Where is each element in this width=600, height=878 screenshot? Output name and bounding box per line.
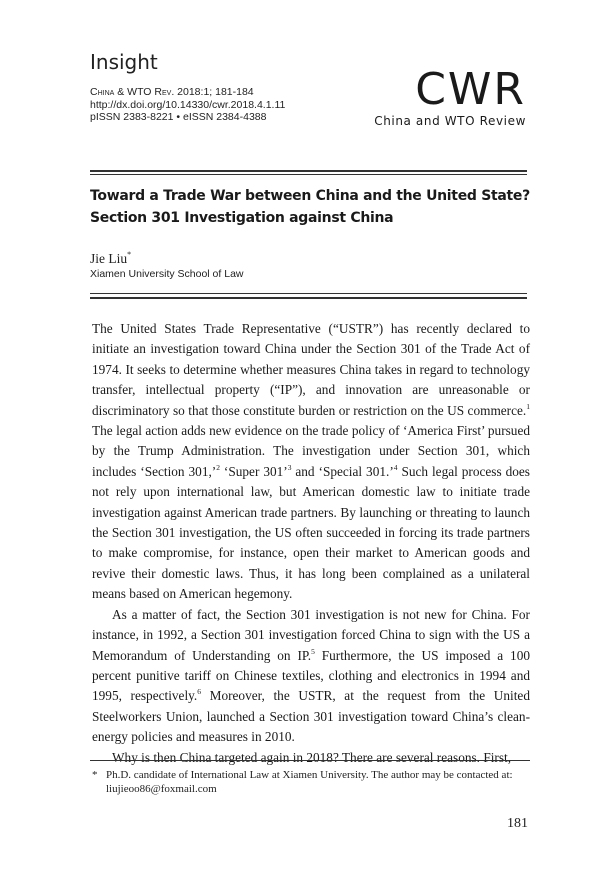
footnote-ref-4[interactable]: 4 [393, 462, 398, 472]
paragraph-2: As a matter of fact, the Section 301 investigation is not new for China. For instance, in 1992, a Section 301 investigation forced China to sign with the US a Memorandum of Understanding on IP.$^5$ Furthermore, the US imposed a 100 percent punitive tariff on Chinese textiles, clothing and electronics in 1994 and 1995, respectively.$^6$ Moreover, the USTR, at the request from the United Steelworkers Union, launched a Section 301 investigation toward China’s clean-energy policies and measures in 2010. [92, 606, 530, 745]
header-bottom-rule-thin [90, 293, 527, 294]
issn-line: pISSN 2383-8221 • eISSN 2384-4388 [90, 111, 267, 123]
footnote-rule [90, 760, 530, 761]
title-top-rule-thin [90, 174, 527, 175]
journal-citation: China & WTO Rev. 2018:1; 181-184 [90, 86, 254, 98]
footnote-mark: * [92, 769, 98, 781]
journal-logo [374, 64, 526, 128]
footnote-ref-1[interactable]: 1 [526, 401, 530, 411]
footnote-ref-3[interactable]: 3 [287, 462, 292, 472]
page-number: 181 [507, 816, 528, 831]
footnote-ref-5[interactable]: 5 [311, 646, 315, 656]
section-label: Insight [90, 50, 158, 74]
article-title [90, 185, 530, 229]
footnote-ref-2[interactable]: 2 [216, 462, 220, 472]
footnote [92, 768, 530, 796]
paragraph-1: The United States Trade Representative (“USTR”) has recently declared to initiate an investigation toward China under the Section 301 of the Trade Act of 1974. It seeks to determine whether measures China takes in regard to technology transfer, intellectual property (“IP”), and innovation are unreasonable or discriminatory so that those constitute burden or restriction on the US commerce.$^1$ The legal action adds new evidence on the trade policy of ‘America First’ pursued by the Trump Administration. The investigation under Section 301, which includes ‘Section 301,’$^2$ ‘Super 301’$^3$ and ‘Special 301.’$^4$ Such legal process does not rely upon international law, but American domestic law to initiate trade investigation against American trade partners. By launching or threating to launch the Section 301 investigation, the US often succeeded in forcing its trade partners to make compromise, for instance, open their market to American goods and revive their domestic laws. Thus, it has long been complained as a unilateral means based on American hegemony. [92, 321, 530, 602]
article-body [92, 319, 530, 768]
title-line-2: Section 301 Investigation against China [90, 210, 394, 226]
title-top-rule [90, 170, 527, 172]
footnote-ref-6[interactable]: 6 [197, 687, 201, 697]
author-footnote-mark[interactable]: * [127, 250, 132, 259]
doi-link[interactable]: http://dx.doi.org/10.14330/cwr.2018.4.1.11 [90, 98, 286, 111]
footnote-email[interactable]: liujieoo86@foxmail.com [106, 783, 217, 795]
footnote-line-1: * Ph.D. candidate of International Law at Xiamen University. The author may be contacted at: [92, 769, 513, 781]
header-bottom-rule [90, 297, 527, 299]
logo-name: China and WTO Review [374, 114, 526, 128]
paragraph-3: Why is then China targeted again in 2018? There are several reasons. First, [112, 749, 512, 765]
journal-meta [90, 86, 285, 124]
author-name: Jie Liu* [90, 250, 132, 266]
logo-acronym: CWR [415, 64, 526, 115]
title-line-1: Toward a Trade War between China and the United State? [90, 188, 530, 204]
author-affiliation: Xiamen University School of Law [90, 268, 244, 280]
